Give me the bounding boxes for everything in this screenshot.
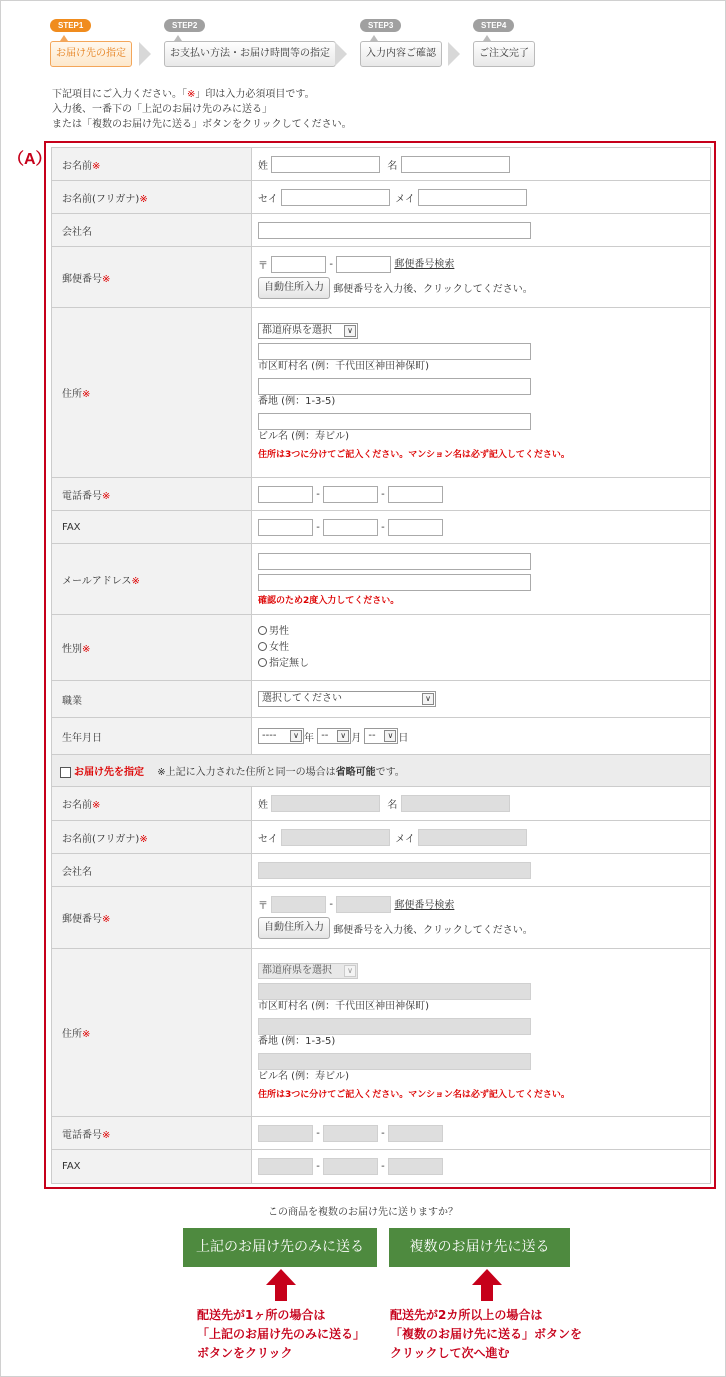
send-single-address-button[interactable]: 上記のお届け先のみに送る — [183, 1228, 377, 1267]
send-multiple-address-button[interactable]: 複数のお届け先に送る — [389, 1228, 570, 1267]
last-name-kana-input[interactable] — [281, 189, 390, 206]
row-shipping-toggle: お届け先を指定 ※上記に入力された住所と同一の場合は省略可能です。 — [52, 755, 711, 787]
intro-line-3: または「複数のお届け先に送る」ボタンをクリックしてください。 — [52, 119, 352, 130]
intro-line-2: 入力後、一番下の「上記のお届け先のみに送る」 — [52, 104, 272, 115]
ship-fax-3-input[interactable] — [388, 1158, 443, 1175]
customer-form — [51, 147, 711, 1184]
fax-3-input[interactable] — [388, 519, 443, 536]
row-ship-fax: FAX - - — [52, 1150, 711, 1184]
email-note: 確認のため2度入力してください。 — [258, 595, 400, 606]
ship-tel-label: 電話番号※ — [52, 1117, 252, 1150]
gender-none-radio[interactable]: 指定無し — [258, 656, 704, 672]
row-ship-zip: 郵便番号※ 〒 - 郵便番号検索 自動住所入力 郵便番号を入力後、クリックしてください。 — [52, 887, 711, 949]
chevron-down-icon: ∨ — [344, 325, 356, 337]
zip-second-input[interactable] — [336, 256, 391, 273]
ship-fax-2-input[interactable] — [323, 1158, 378, 1175]
job-label: 職業 — [52, 681, 252, 718]
row-address: 住所※ 都道府県を選択 ∨ 市区町村名 (例：千代田区神田神保町) 番地 (例：1-3-5) ビル名 (例：寿ビル) 住所は3つに分けてご記入ください。マンション名は必ず記入してください。 — [52, 308, 711, 478]
ship-address-label: 住所※ — [52, 949, 252, 1117]
chevron-down-icon: ∨ — [290, 730, 302, 742]
step-2-label: お支払い方法・お届け時間等の指定 — [164, 41, 336, 67]
city-input[interactable] — [258, 343, 531, 360]
row-email — [52, 544, 711, 615]
job-select[interactable]: 選択してください ∨ — [258, 691, 436, 707]
chevron-down-icon: ∨ — [422, 693, 434, 705]
ship-zip-second-input[interactable] — [336, 896, 391, 913]
street-input[interactable] — [258, 378, 531, 395]
step-indicator — [50, 19, 610, 69]
address-label: 住所※ — [52, 308, 252, 478]
email-confirm-input[interactable] — [258, 574, 531, 591]
tel-2-input[interactable] — [323, 486, 378, 503]
ship-last-name-kana-input[interactable] — [281, 829, 390, 846]
ship-tel-2-input[interactable] — [323, 1125, 378, 1142]
ship-first-name-kana-input[interactable] — [418, 829, 527, 846]
chevron-down-icon: ∨ — [337, 730, 349, 742]
step-1-label: お届け先の指定 — [50, 41, 132, 67]
birth-year-select[interactable]: ---- ∨ — [258, 728, 304, 744]
ship-fax-label: FAX — [52, 1150, 252, 1184]
intro-text — [52, 87, 352, 132]
step-2-badge: STEP2 — [164, 19, 205, 32]
fax-1-input[interactable] — [258, 519, 313, 536]
step-arrow-icon — [139, 42, 151, 66]
row-birth: 生年月日 ---- ∨ 年 -- ∨ 月 -- ∨ 日 — [52, 718, 711, 755]
ship-building-input[interactable] — [258, 1053, 531, 1070]
chevron-down-icon: ∨ — [384, 730, 396, 742]
step-4-badge: STEP4 — [473, 19, 514, 32]
address-note: 住所は3つに分けてご記入ください。マンション名は必ず記入してください。 — [258, 450, 570, 460]
email-label: メールアドレス※ — [52, 544, 252, 615]
ship-street-input[interactable] — [258, 1018, 531, 1035]
ship-name-label: お名前※ — [52, 787, 252, 821]
ship-prefecture-select[interactable]: 都道府県を選択 ∨ — [258, 963, 358, 979]
ship-company-label: 会社名 — [52, 854, 252, 887]
multi-address-question: この商品を複数のお届け先に送りますか？ — [268, 1207, 458, 1218]
step-3 — [360, 19, 436, 59]
row-job — [52, 681, 711, 718]
ship-tel-1-input[interactable] — [258, 1125, 313, 1142]
step-1-badge: STEP1 — [50, 19, 91, 32]
row-ship-tel: 電話番号※ - - — [52, 1117, 711, 1150]
zip-search-link[interactable]: 郵便番号検索 — [394, 259, 455, 271]
step-3-label: 入力内容ご確認 — [360, 41, 442, 67]
row-ship-address: 住所※ 都道府県を選択 ∨ 市区町村名 (例：千代田区神田神保町) 番地 (例：1-3-5) ビル名 (例：寿ビル) 住所は3つに分けてご記入ください。マンション名は必ず記入してください。 — [52, 949, 711, 1117]
ship-company-input[interactable] — [258, 862, 531, 879]
ship-kana-label: お名前(フリガナ)※ — [52, 821, 252, 854]
step-4 — [473, 19, 529, 59]
zip-label: 郵便番号※ — [52, 247, 252, 308]
kana-label: お名前(フリガナ)※ — [52, 181, 252, 214]
arrow-up-icon — [472, 1269, 502, 1301]
birth-day-select[interactable]: -- ∨ — [364, 728, 398, 744]
fax-2-input[interactable] — [323, 519, 378, 536]
birth-label: 生年月日 — [52, 718, 252, 755]
row-tel: 電話番号※ - - — [52, 478, 711, 511]
row-zip: 郵便番号※ 〒 - 郵便番号検索 自動住所入力 郵便番号を入力後、クリックしてください。 — [52, 247, 711, 308]
last-name-input[interactable] — [271, 156, 380, 173]
row-name: お名前※ 姓 名 — [52, 148, 711, 181]
ship-zip-first-input[interactable] — [271, 896, 326, 913]
row-fax: FAX - - — [52, 511, 711, 544]
gender-label: 性別※ — [52, 615, 252, 681]
ship-first-name-input[interactable] — [401, 795, 510, 812]
chevron-down-icon: ∨ — [344, 965, 356, 977]
auto-address-button[interactable]: 自動住所入力 — [258, 277, 330, 299]
section-label-a: （A） — [8, 151, 52, 168]
ship-city-input[interactable] — [258, 983, 531, 1000]
first-name-input[interactable] — [401, 156, 510, 173]
row-ship-name: お名前※ 姓 名 — [52, 787, 711, 821]
step-1 — [50, 19, 126, 59]
name-label: お名前※ — [52, 148, 252, 181]
arrow-up-icon — [266, 1269, 296, 1301]
row-gender — [52, 615, 711, 681]
ship-tel-3-input[interactable] — [388, 1125, 443, 1142]
ship-zip-search-link[interactable]: 郵便番号検索 — [394, 899, 455, 911]
step-arrow-icon — [448, 42, 460, 66]
ship-last-name-input[interactable] — [271, 795, 380, 812]
ship-address-note: 住所は3つに分けてご記入ください。マンション名は必ず記入してください。 — [258, 1090, 570, 1100]
step-2 — [164, 19, 330, 59]
gender-female-radio[interactable]: 女性 — [258, 640, 704, 656]
birth-month-select[interactable]: -- ∨ — [317, 728, 351, 744]
shipping-checkbox[interactable] — [60, 767, 71, 778]
prefecture-select[interactable]: 都道府県を選択 ∨ — [258, 323, 358, 339]
tel-label: 電話番号※ — [52, 478, 252, 511]
row-ship-kana: お名前(フリガナ)※ セイ メイ — [52, 821, 711, 854]
ship-zip-label: 郵便番号※ — [52, 887, 252, 949]
multiple-explanation: 配送先が2カ所以上の場合は 「複数のお届け先に送る」ボタンを クリックして次へ進む — [390, 1308, 583, 1360]
step-arrow-icon — [335, 42, 347, 66]
shipping-checkbox-label[interactable]: お届け先を指定 — [74, 767, 144, 778]
row-ship-company — [52, 854, 711, 887]
single-explanation: 配送先が1ヶ所の場合は 「上記のお届け先のみに送る」 ボタンをクリック — [197, 1308, 366, 1360]
row-kana: お名前(フリガナ)※ セイ メイ — [52, 181, 711, 214]
first-name-kana-input[interactable] — [418, 189, 527, 206]
step-4-label: ご注文完了 — [473, 41, 535, 67]
fax-label: FAX — [52, 511, 252, 544]
ship-fax-1-input[interactable] — [258, 1158, 313, 1175]
gender-male-radio[interactable]: 男性 — [258, 624, 704, 640]
company-label: 会社名 — [52, 214, 252, 247]
step-3-badge: STEP3 — [360, 19, 401, 32]
intro-line-1: 下記項目にご入力ください。「※」印は入力必須項目です。 — [52, 89, 315, 100]
zip-first-input[interactable] — [271, 256, 326, 273]
ship-auto-address-button[interactable]: 自動住所入力 — [258, 917, 330, 939]
tel-3-input[interactable] — [388, 486, 443, 503]
email-input[interactable] — [258, 553, 531, 570]
tel-1-input[interactable] — [258, 486, 313, 503]
company-input[interactable] — [258, 222, 531, 239]
row-company — [52, 214, 711, 247]
building-input[interactable] — [258, 413, 531, 430]
